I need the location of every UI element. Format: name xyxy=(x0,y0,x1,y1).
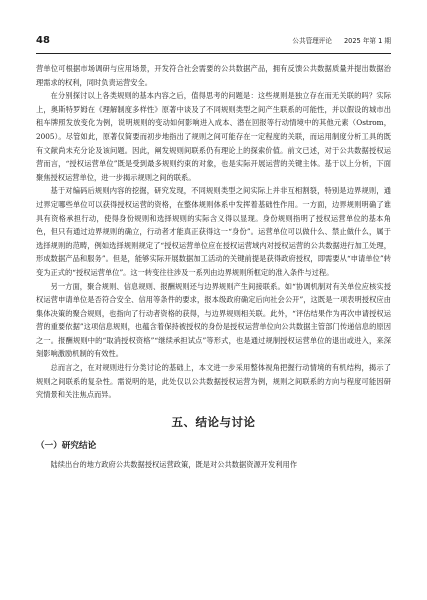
paragraph: 另一方面，聚合规则、信息规则、报酬规则还与边界规则产生间接联系。如“协调机制对有关单位应核实授权运营申请单位是否符合安全、信用等条件的要求，报本级政府确定后向社会公开”，这既是一项表明授权应由集体决策的聚合规则，也指向了行动者资格的获得，与边界规则相关联。此外，“评估结果作为再次申请授权运营的重要依据”这项信息规则，也蕴含着保持被授权的身份是授权运营单位向公共数据主管部门传递信息的原因之一。报酬规则中的“取消授权资格”“继续承担试点”等形式，也是通过规制授权运营单位的退出或进入，来深刻影响激励机制的有效性。 xyxy=(36,281,391,359)
page-number: 48 xyxy=(36,35,50,46)
section-heading: 五、结论与讨论 xyxy=(171,414,256,429)
paragraph: 总而言之，在对规则进行分类讨论的基础上，本文进一步采用整体视角把握行动情境的有机结构，揭示了规则之间联系的复杂性。需说明的是，此处仅以公共数据授权运营为例，规则之间联系的方向与程度可能因研究情景和关注焦点而异。 xyxy=(36,363,391,400)
header-rule xyxy=(36,53,391,54)
running-header xyxy=(36,34,391,48)
paragraph-continued: 营单位可根据市场调研与应用场景，开发符合社会需要的公共数据产品，拥有反馈公共数据质量并提出数据治理需求的权利，同时负责运营安全。 xyxy=(36,64,391,87)
running-head xyxy=(292,35,391,47)
paragraph: 基于对编码后规则内容的挖掘，研究发现，不同规则类型之间实际上并非互相割裂，特别是边界规则，通过界定哪些单位可以获得授权运营的资格，在整体规则体系中发挥着基础性作用。一方面，边界规则明确了谁具有资格承担行动，使得身份规则和选择规则的实际含义得以显现。身份规则指明了授权运营单位的基本角色，但只有通过边界规则的确立，行动者才能真正获得这一“身份”。运营单位可以做什么、禁止做什么，属于选择规则的范畴，例如选择规则规定了“授权运营单位应在授权运营域内对授权运营的公共数据进行加工处理，形成数据产品和服务”。但是，能够实际开展数据加工活动的关键前提是获得政府授权，即需要从“申请单位”转变为正式的“授权运营单位”。这一转变往往涉及一系列由边界规则所框定的准入条件与过程。 xyxy=(36,186,391,277)
paragraph: 在分别探讨以上各类规则的基本内容之后，值得思考的问题是：这些规则是独立存在而无关联的吗？实际上，奥斯特罗姆在《理解制度多样性》原著中谈及了不同规则类型之间产生联系的可能性，并以假设的城市出租车牌照发放变化为例，说明规则的变动如何影响进入成本、潜在回报等行动情境中的其他元素（Ostrom，2005）。尽管如此，原著仅简要而初步地指出了规则之间可能存在一定程度的关联，而运用制度分析工具的既有文献尚未充分论及该问题。因此，阐发规则间联系仍有理论上的探索价值。前文已述，对于公共数据授权运营而言，“授权运营单位”既是受到最多规则约束的对象，也是实际开展运营的关键主体。基于以上分析，下面聚焦授权运营单位，进一步揭示规则之间的联系。 xyxy=(36,91,391,182)
article-body xyxy=(36,62,391,471)
paragraph: 陆续出台的地方政府公共数据授权运营政策，既是对公共数据资源开发利用作 xyxy=(50,459,298,469)
issue-label: 2025 年第 1 期 xyxy=(343,37,391,45)
subsection-heading: （一）研究结论 xyxy=(36,440,97,451)
journal-name: 公共管理评论 xyxy=(292,37,332,45)
